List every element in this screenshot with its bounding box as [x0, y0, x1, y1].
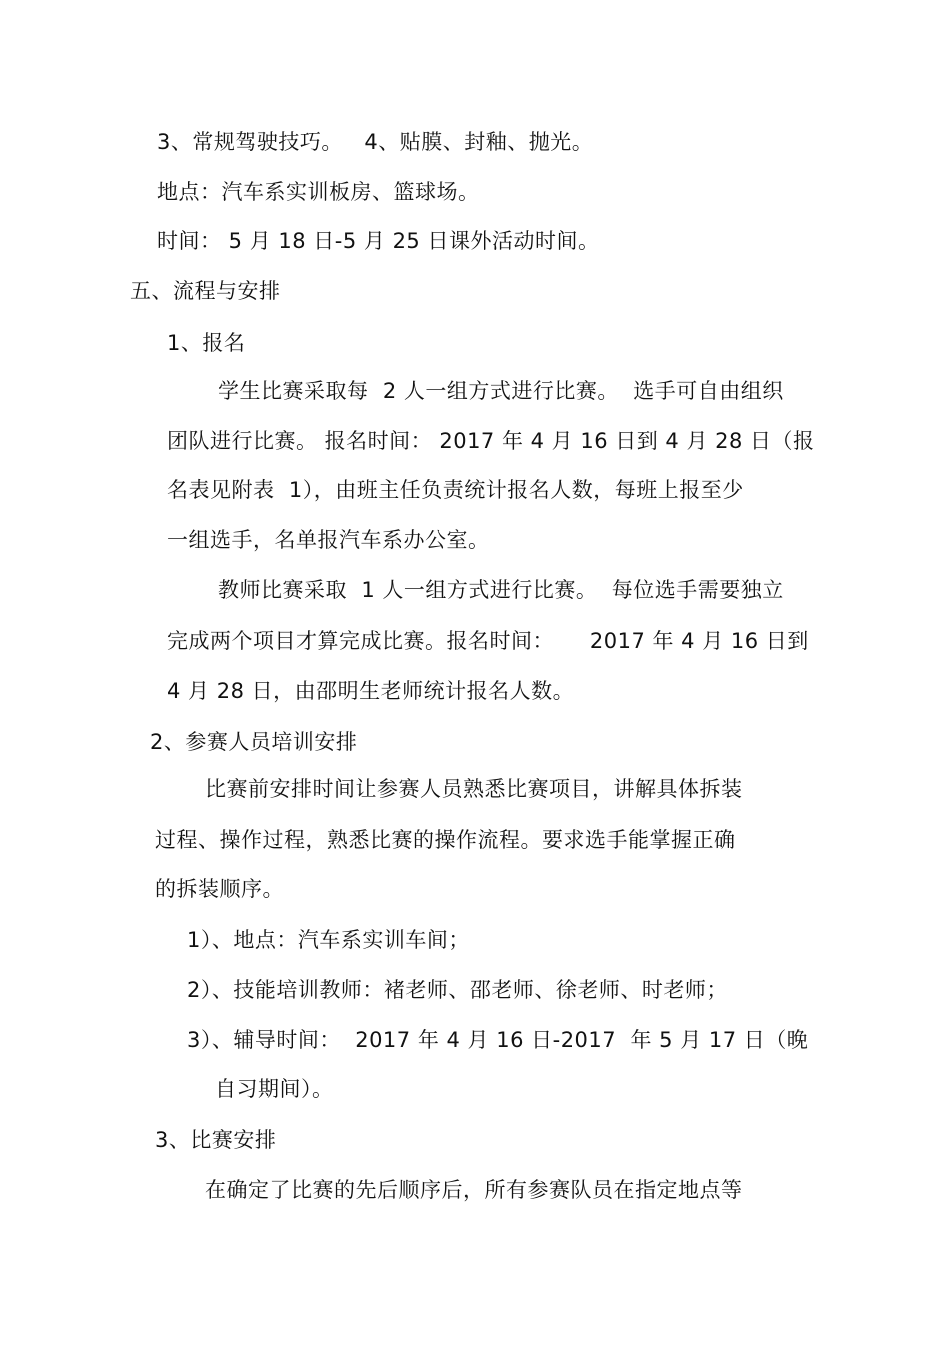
subheading-competition: 3、比赛安排	[155, 1128, 277, 1152]
subheading-training: 2、参赛人员培训安排	[150, 730, 358, 754]
text-line-22: 在确定了比赛的先后顺序后，所有参赛队员在指定地点等	[205, 1178, 743, 1202]
section-heading-5: 五、流程与安排	[130, 279, 281, 303]
text-line-18: 2）、技能培训教师：褚老师、邵老师、徐老师、时老师；	[187, 978, 728, 1002]
text-line-2: 地点：汽车系实训板房、篮球场。	[157, 180, 480, 204]
text-line-3: 时间： 5 月 18 日-5 月 25 日课外活动时间。	[157, 229, 600, 253]
text-line-17: 1）、地点：汽车系实训车间；	[187, 928, 470, 952]
text-line-1: 3、常规驾驶技巧。 4、贴膜、封釉、抛光。	[157, 130, 594, 154]
text-line-12: 4 月 28 日，由邵明生老师统计报名人数。	[167, 679, 575, 703]
text-line-9: 一组选手，名单报汽车系办公室。	[167, 528, 490, 552]
text-line-15: 过程、操作过程，熟悉比赛的操作流程。要求选手能掌握正确	[155, 828, 736, 852]
text-line-19: 3）、辅导时间： 2017 年 4 月 16 日-2017 年 5 月 17 日（晚	[187, 1028, 809, 1052]
text-line-20: 自习期间）。	[215, 1077, 334, 1101]
text-line-8: 名表见附表 1），由班主任负责统计报名人数，每班上报至少	[167, 478, 744, 502]
subheading-registration: 1、报名	[167, 331, 246, 355]
text-line-10: 教师比赛采取 1 人一组方式进行比赛。 每位选手需要独立	[218, 578, 784, 602]
text-line-6: 学生比赛采取每 2 人一组方式进行比赛。 选手可自由组织	[218, 379, 784, 403]
text-line-11: 完成两个项目才算完成比赛。报名时间： 2017 年 4 月 16 日到	[167, 629, 809, 653]
text-line-14: 比赛前安排时间让参赛人员熟悉比赛项目，讲解具体拆装	[205, 777, 743, 801]
text-line-7: 团队进行比赛。 报名时间： 2017 年 4 月 16 日到 4 月 28 日（报	[167, 429, 815, 453]
text-line-16: 的拆装顺序。	[155, 877, 284, 901]
